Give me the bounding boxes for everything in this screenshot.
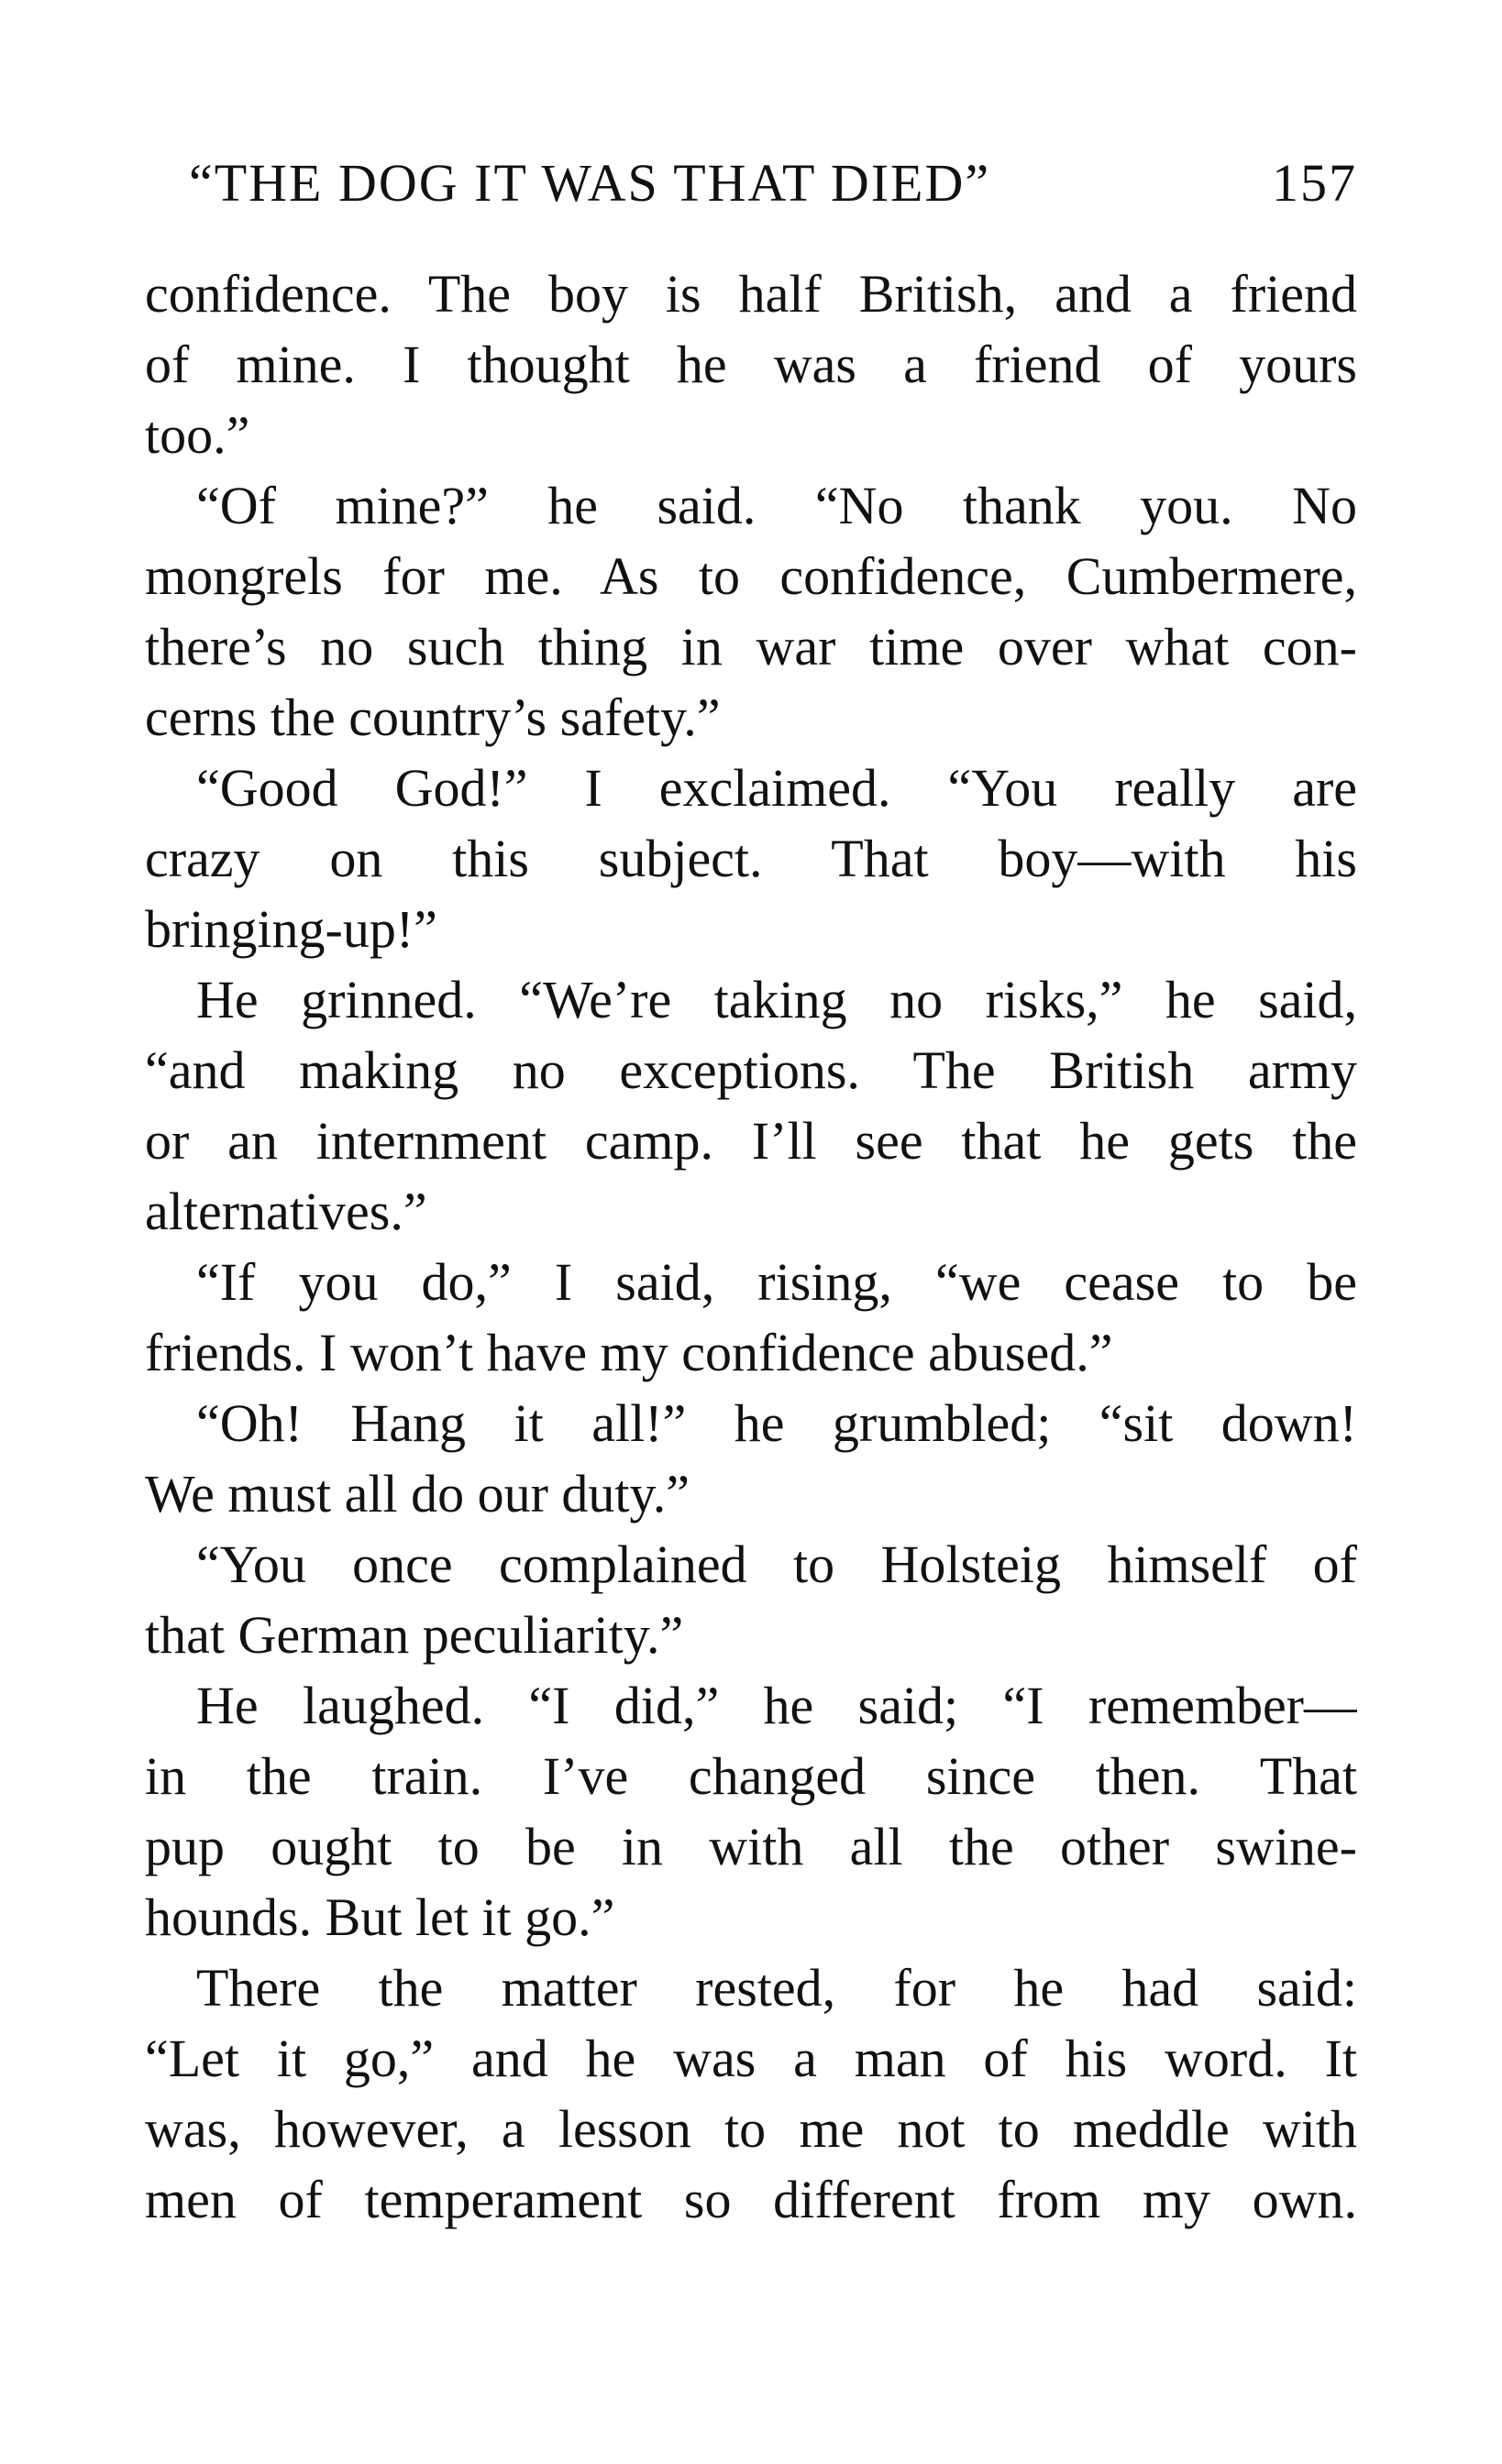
text-line: “and making no exceptions. The British army [145,1040,1357,1100]
text-line: was, however, a lesson to me not to meddle with [145,2099,1357,2159]
text-line: there’s no such thing in war time over what con- [145,617,1357,676]
text-line: friends. I won’t have my confidence abused.” [145,1323,1113,1382]
text-line: “You once complained to Holsteig himself of [196,1534,1357,1594]
text-line: that German peculiarity.” [145,1605,684,1665]
text-line: “Oh! Hang it all!” he grumbled; “sit down! [196,1393,1357,1453]
text-line: mongrels for me. As to confidence, Cumbermere, [145,546,1357,606]
text-line: confidence. The boy is half British, and a friend [145,264,1357,324]
text-line: “Let it go,” and he was a man of his word. It [145,2029,1357,2088]
text-line: alternatives.” [145,1182,427,1241]
text-line: bringing-up!” [145,899,437,959]
page-number: 157 [1272,153,1357,213]
running-title: “THE DOG IT WAS THAT DIED” [189,153,991,213]
running-head [145,147,1357,220]
text-line: cerns the country’s safety.” [145,688,721,747]
text-line: hounds. But let it go.” [145,1887,615,1947]
text-line: pup ought to be in with all the other swine- [145,1817,1357,1876]
body-text [145,258,1357,2235]
text-line: “Good God!” I exclaimed. “You really are [196,758,1357,818]
text-line: He grinned. “We’re taking no risks,” he said, [196,970,1357,1029]
text-line: There the matter rested, for he had said: [196,1958,1357,2018]
text-line: “If you do,” I said, rising, “we cease to be [196,1252,1357,1312]
text-line: men of temperament so different from my own. [145,2170,1357,2229]
text-line: crazy on this subject. That boy—with his [145,829,1357,888]
text-line: in the train. I’ve changed since then. That [145,1746,1357,1806]
text-line: of mine. I thought he was a friend of yours [145,335,1357,394]
text-line: “Of mine?” he said. “No thank you. No [196,476,1357,535]
text-line: or an internment camp. I’ll see that he gets the [145,1111,1357,1171]
text-line: We must all do our duty.” [145,1464,690,1524]
text-line: He laughed. “I did,” he said; “I remember— [196,1676,1357,1735]
text-line: too.” [145,405,250,465]
